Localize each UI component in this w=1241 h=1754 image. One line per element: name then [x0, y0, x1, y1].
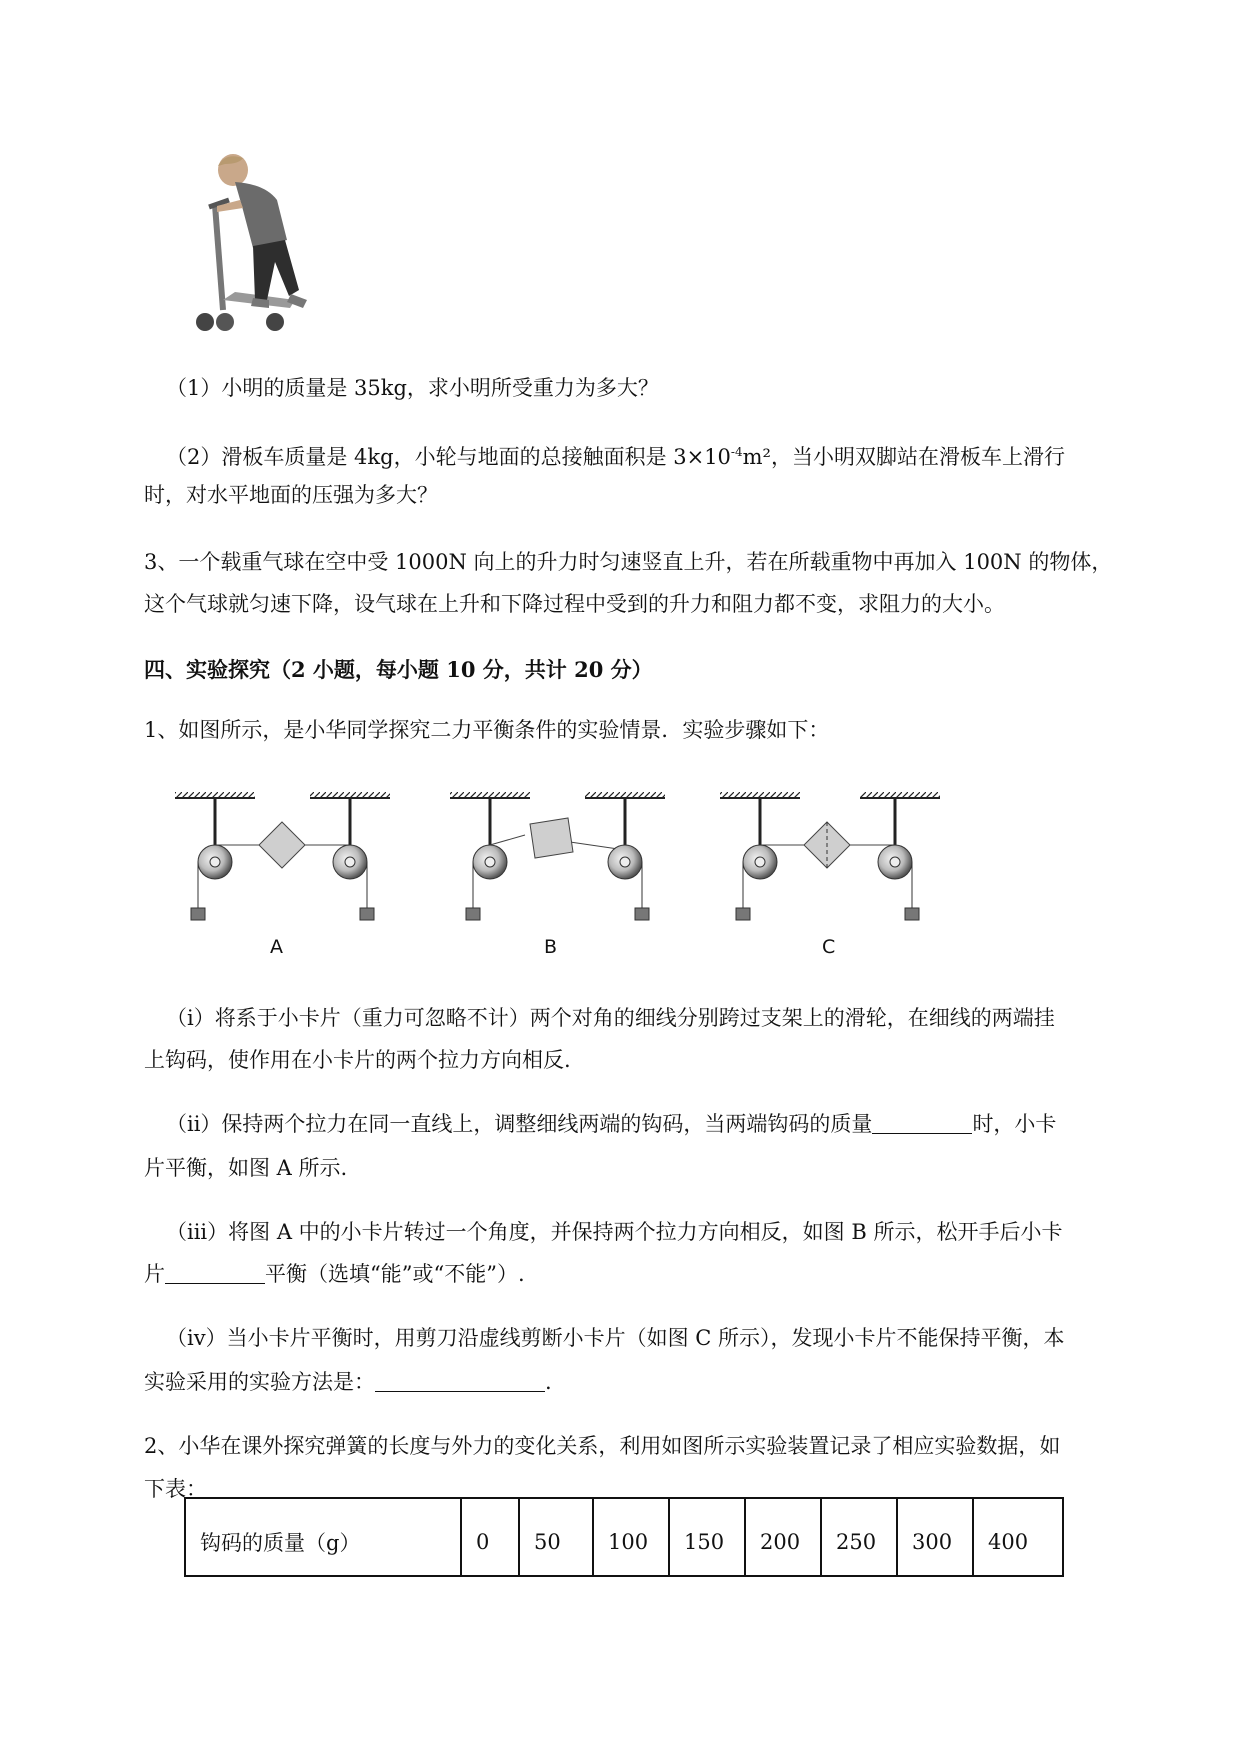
step-iii-line-1: （iii）将图 A 中的小卡片转过一个角度，并保持两个拉力方向相反，如图 B 所示，松开手后小卡: [166, 1220, 1063, 1244]
question-part-2-line-1: [166, 437, 1065, 472]
table-cell: 150: [669, 1498, 745, 1576]
question-part-1: （1）小明的质量是 35kg，求小明所受重力为多大？: [166, 376, 659, 400]
step-iv-text-a: 实验采用的实验方法是：: [144, 1370, 375, 1394]
step-iv-line-1: （iv）当小卡片平衡时，用剪刀沿虚线剪断小卡片（如图 C 所示），发现小卡片不能保持平衡，本: [166, 1326, 1065, 1350]
question-part-2-line-2: 时，对水平地面的压强为多大？: [144, 483, 438, 507]
step-ii-text-a: （ii）保持两个拉力在同一直线上，调整细线两端的钩码，当两端钩码的质量: [166, 1112, 873, 1136]
mass-data-table: [184, 1497, 1064, 1577]
table-cell: 300: [897, 1498, 973, 1576]
figure-c-apparatus: [720, 792, 940, 920]
step-ii-text-b: 时，小卡: [972, 1112, 1057, 1136]
question-part-2-exponent: -4: [730, 445, 743, 459]
answer-blank-2[interactable]: [165, 1263, 265, 1284]
answer-blank-3[interactable]: [375, 1371, 545, 1392]
step-ii-line-2: 片平衡，如图 A 所示.: [144, 1156, 348, 1180]
table-row: [185, 1498, 1063, 1576]
step-i-line-2: 上钩码，使作用在小卡片的两个拉力方向相反.: [144, 1048, 571, 1072]
figure-label-b: B: [544, 936, 558, 958]
table-cell: 0: [461, 1498, 519, 1576]
section-4-title: 四、实验探究（2 小题，每小题 10 分，共计 20 分）: [144, 657, 653, 682]
step-iv-text-b: .: [545, 1370, 552, 1394]
pulley-experiment-figure: [170, 780, 970, 980]
step-iii-line-2: [144, 1259, 525, 1289]
table-cell: 50: [519, 1498, 593, 1576]
table-cell: 200: [745, 1498, 821, 1576]
step-ii-line-1: [166, 1109, 1056, 1139]
step-i-line-1: （i）将系于小卡片（重力可忽略不计）两个对角的细线分别跨过支架上的滑轮，在细线的两端挂: [166, 1006, 1055, 1030]
question-part-2-text-a: （2）滑板车质量是 4kg，小轮与地面的总接触面积是 3×10: [166, 445, 731, 469]
table-cell: 250: [821, 1498, 897, 1576]
child-on-scooter-image: [195, 150, 355, 340]
experiment-2-line-2: 下表：: [144, 1477, 207, 1501]
step-iv-line-2: [144, 1367, 552, 1397]
figure-label-c: C: [822, 936, 836, 958]
step-iii-text-a: 片: [144, 1262, 165, 1286]
figure-b-apparatus: [450, 792, 665, 920]
table-header-cell: 钩码的质量（g）: [185, 1498, 461, 1576]
experiment-1-intro: 1、如图所示，是小华同学探究二力平衡条件的实验情景．实验步骤如下：: [144, 718, 830, 742]
experiment-2-line-1: 2、小华在课外探究弹簧的长度与外力的变化关系，利用如图所示实验装置记录了相应实验数据，如: [144, 1434, 1061, 1458]
step-iii-text-b: 平衡（选填“能”或“不能”）.: [265, 1262, 525, 1286]
question-3-line-1: 3、一个载重气球在空中受 1000N 向上的升力时匀速竖直上升，若在所载重物中再加入 100N 的物体，: [144, 550, 1113, 574]
question-part-2-text-b: m²，当小明双脚站在滑板车上滑行: [742, 445, 1065, 469]
figure-label-a: A: [270, 936, 283, 958]
answer-blank-1[interactable]: [872, 1113, 972, 1134]
table-cell: 100: [593, 1498, 669, 1576]
figure-a-apparatus: [175, 792, 390, 920]
question-3-line-2: 这个气球就匀速下降，设气球在上升和下降过程中受到的升力和阻力都不变，求阻力的大小。: [144, 592, 1005, 616]
table-cell: 400: [973, 1498, 1063, 1576]
